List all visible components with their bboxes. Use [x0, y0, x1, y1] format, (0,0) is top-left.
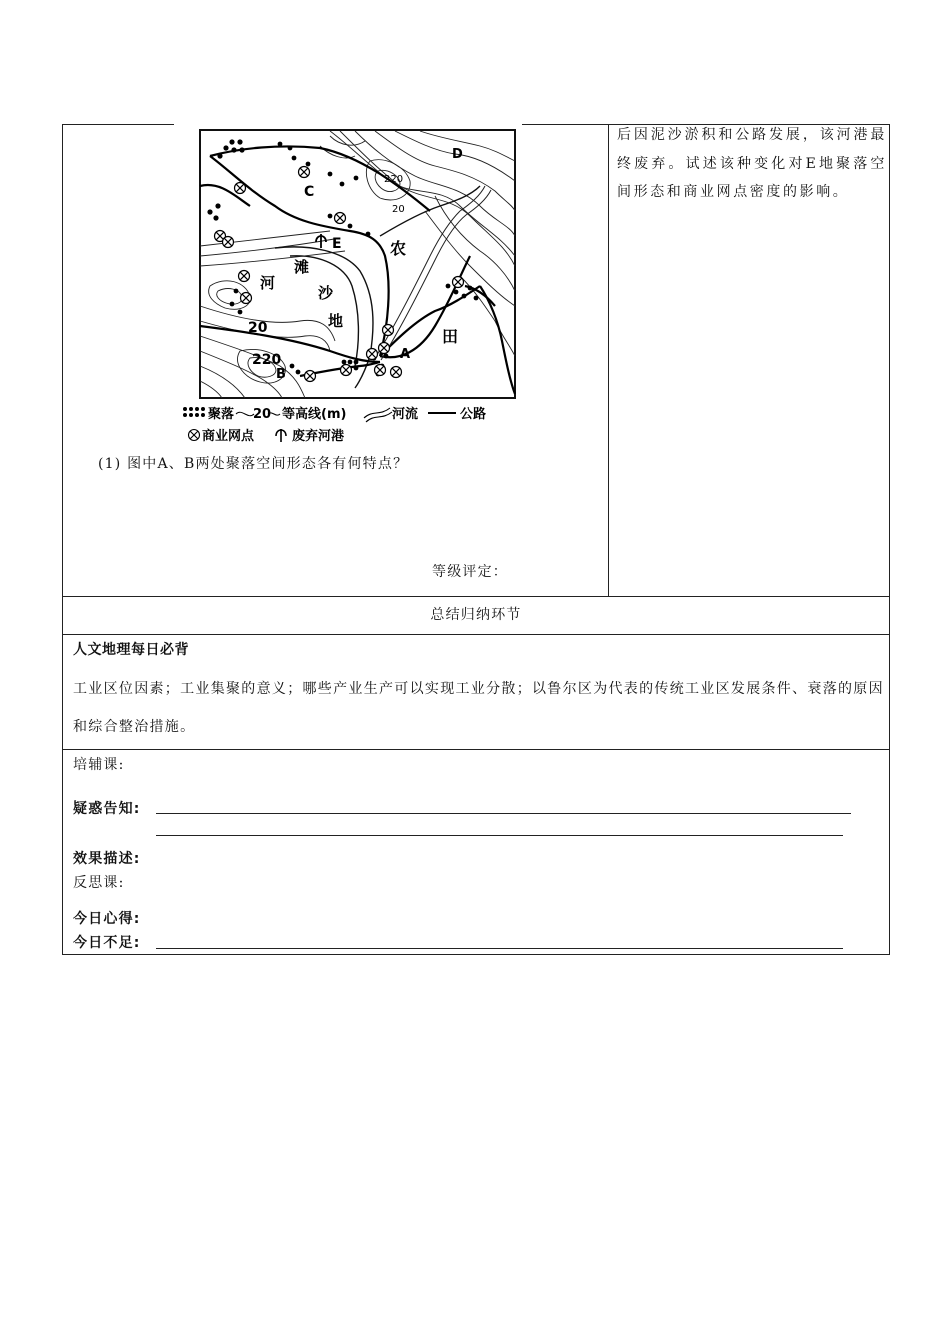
question-2-text: 后因泥沙淤积和公路发展，该河港最终废弃。试述该种变化对E地聚落空间形态和商业网点密度的影响。 — [617, 127, 887, 200]
map-label-b: B — [276, 367, 286, 382]
reflection-label: 反思课: — [73, 875, 125, 891]
lack-label: 今日不足: — [73, 935, 141, 951]
map-contour-220-top: 220 — [384, 174, 404, 185]
legend-river-icon — [364, 408, 392, 422]
legend-contour-icon — [236, 412, 254, 415]
map-label-e: E — [332, 236, 342, 252]
table-bottom-border — [62, 954, 890, 955]
map-contour-20-left: 20 — [248, 320, 268, 336]
doubt-label: 疑惑告知: — [73, 801, 141, 817]
column-divider — [608, 124, 609, 596]
map-sandbank-char-4: 地 — [328, 312, 344, 330]
map-farmland-char-1: 农 — [390, 239, 407, 258]
legend-contour-value: 20 — [253, 407, 272, 422]
map-contour-20-top: 20 — [392, 204, 405, 215]
grade-label: 等级评定： — [432, 564, 508, 580]
map-sandbank-char-3: 沙 — [318, 284, 334, 302]
tutoring-label: 培辅课: — [73, 757, 125, 773]
table-right-border — [889, 124, 890, 955]
legend-commercial-icon — [189, 430, 200, 441]
map-label-d: D — [452, 147, 463, 162]
doubt-answer-line-1[interactable] — [156, 813, 851, 814]
map-farmland-char-2: 田 — [442, 327, 459, 346]
memorize-title: 人文地理每日必背 — [73, 642, 189, 658]
legend-settlement-icon — [183, 407, 205, 417]
row-divider-1 — [62, 596, 890, 597]
lack-answer-line[interactable] — [156, 948, 843, 949]
settlement-map-figure — [180, 126, 520, 446]
map-sandbank-char-2: 滩 — [294, 258, 310, 276]
legend-road-label: 公路 — [460, 407, 487, 422]
doubt-answer-line-2[interactable] — [156, 835, 843, 836]
memorize-content: 工业区位因素；工业集聚的意义；哪些产业生产可以实现工业分散；以鲁尔区为代表的传统工业区发展条件、衰落的原因和综合整治措施。 — [73, 681, 884, 735]
map-label-a: A — [400, 347, 411, 362]
gain-label: 今日心得: — [73, 911, 141, 927]
map-sandbank-char-1: 河 — [260, 274, 276, 292]
legend-contour-label: 等高线(m) — [282, 407, 347, 422]
effect-label: 效果描述: — [73, 851, 141, 867]
table-top-left-border — [62, 124, 174, 125]
map-contour-220-left: 220 — [252, 352, 282, 368]
legend-settlement-label: 聚落 — [208, 407, 235, 422]
table-left-border — [62, 124, 63, 955]
row-divider-3 — [62, 749, 890, 750]
legend-port-label: 废弃河港 — [292, 429, 345, 444]
legend-port-icon — [276, 429, 286, 442]
question-1-text: (1) 图中A、B两处聚落空间形态各有何特点？ — [98, 456, 409, 472]
row-divider-2 — [62, 634, 890, 635]
legend-river-label: 河流 — [392, 407, 419, 422]
map-label-c: C — [304, 184, 315, 200]
legend-commercial-label: 商业网点 — [202, 429, 255, 444]
summary-section-title: 总结归纳环节 — [430, 607, 522, 623]
